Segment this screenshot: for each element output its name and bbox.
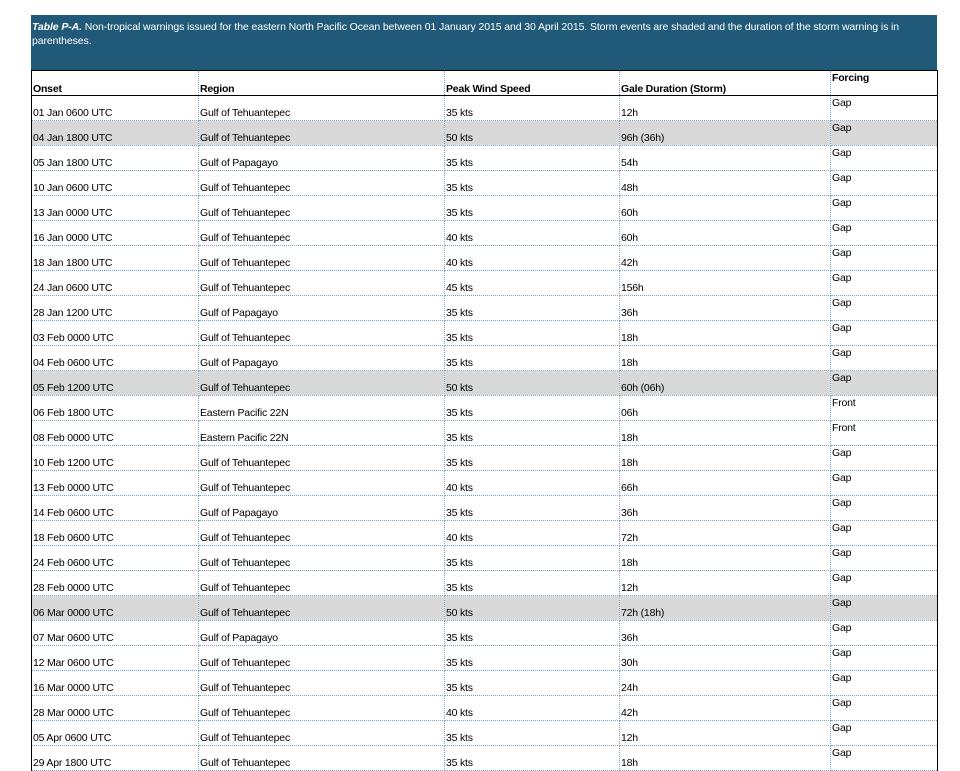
table-row [32, 96, 938, 121]
table-row [32, 171, 938, 196]
column-header-peak-wind-speed: Peak Wind Speed [445, 71, 620, 96]
cell-onset: 12 Mar 0600 UTC [32, 646, 199, 671]
cell-onset: 14 Feb 0600 UTC [32, 496, 199, 521]
cell-peak-wind-speed: 50 kts [445, 596, 620, 621]
table-row [32, 221, 938, 246]
cell-forcing: Gap [831, 246, 938, 271]
cell-forcing: Front [831, 421, 938, 446]
cell-gale-duration: 72h [620, 521, 831, 546]
cell-peak-wind-speed: 35 kts [445, 171, 620, 196]
cell-gale-duration: 18h [620, 446, 831, 471]
cell-forcing: Gap [831, 346, 938, 371]
cell-onset: 16 Jan 0000 UTC [32, 221, 199, 246]
cell-forcing: Gap [831, 96, 938, 121]
column-header-forcing: Forcing [831, 71, 938, 96]
cell-peak-wind-speed: 35 kts [445, 346, 620, 371]
cell-peak-wind-speed: 35 kts [445, 321, 620, 346]
cell-forcing: Gap [831, 696, 938, 721]
cell-region: Gulf of Tehuantepec [199, 696, 445, 721]
cell-forcing: Gap [831, 646, 938, 671]
cell-region: Gulf of Tehuantepec [199, 646, 445, 671]
cell-onset: 08 Feb 0000 UTC [32, 421, 199, 446]
cell-onset: 10 Feb 1200 UTC [32, 446, 199, 471]
cell-region: Gulf of Tehuantepec [199, 221, 445, 246]
cell-peak-wind-speed: 35 kts [445, 621, 620, 646]
table-row [32, 346, 938, 371]
table-row [32, 471, 938, 496]
cell-onset: 18 Feb 0600 UTC [32, 521, 199, 546]
table-row-storm [32, 596, 938, 621]
cell-gale-duration: 12h [620, 571, 831, 596]
cell-forcing: Gap [831, 146, 938, 171]
table-row [32, 296, 938, 321]
cell-onset: 28 Jan 1200 UTC [32, 296, 199, 321]
cell-peak-wind-speed: 40 kts [445, 471, 620, 496]
cell-peak-wind-speed: 40 kts [445, 521, 620, 546]
cell-forcing: Gap [831, 621, 938, 646]
cell-region: Gulf of Tehuantepec [199, 546, 445, 571]
cell-onset: 16 Mar 0000 UTC [32, 671, 199, 696]
cell-forcing: Front [831, 396, 938, 421]
cell-forcing: Gap [831, 671, 938, 696]
cell-peak-wind-speed: 35 kts [445, 421, 620, 446]
cell-gale-duration: 42h [620, 696, 831, 721]
table-body [32, 96, 938, 771]
cell-onset: 29 Apr 1800 UTC [32, 746, 199, 771]
cell-peak-wind-speed: 35 kts [445, 196, 620, 221]
cell-onset: 04 Feb 0600 UTC [32, 346, 199, 371]
cell-forcing: Gap [831, 496, 938, 521]
cell-peak-wind-speed: 50 kts [445, 371, 620, 396]
table-row [32, 696, 938, 721]
table-row [32, 396, 938, 421]
cell-onset: 07 Mar 0600 UTC [32, 621, 199, 646]
cell-peak-wind-speed: 50 kts [445, 121, 620, 146]
header-row [32, 71, 938, 96]
cell-onset: 28 Mar 0000 UTC [32, 696, 199, 721]
cell-gale-duration: 60h [620, 221, 831, 246]
cell-region: Gulf of Papagayo [199, 296, 445, 321]
warnings-table-sheet [31, 15, 937, 771]
table-row-storm [32, 371, 938, 396]
cell-gale-duration: 60h [620, 196, 831, 221]
table-row [32, 621, 938, 646]
cell-gale-duration: 54h [620, 146, 831, 171]
table-caption [31, 15, 937, 70]
column-header-onset: Onset [32, 71, 199, 96]
column-header-region: Region [199, 71, 445, 96]
cell-gale-duration: 06h [620, 396, 831, 421]
table-row [32, 746, 938, 771]
cell-peak-wind-speed: 35 kts [445, 146, 620, 171]
cell-onset: 01 Jan 0600 UTC [32, 96, 199, 121]
cell-gale-duration: 36h [620, 496, 831, 521]
table-row [32, 321, 938, 346]
cell-gale-duration: 36h [620, 621, 831, 646]
table-row [32, 446, 938, 471]
table-row-storm [32, 121, 938, 146]
cell-peak-wind-speed: 45 kts [445, 271, 620, 296]
cell-region: Gulf of Papagayo [199, 346, 445, 371]
cell-gale-duration: 96h (36h) [620, 121, 831, 146]
cell-onset: 13 Feb 0000 UTC [32, 471, 199, 496]
cell-onset: 24 Jan 0600 UTC [32, 271, 199, 296]
cell-region: Gulf of Tehuantepec [199, 596, 445, 621]
cell-forcing: Gap [831, 546, 938, 571]
cell-forcing: Gap [831, 221, 938, 246]
table-row [32, 521, 938, 546]
cell-peak-wind-speed: 40 kts [445, 696, 620, 721]
cell-region: Gulf of Tehuantepec [199, 521, 445, 546]
cell-forcing: Gap [831, 471, 938, 496]
cell-peak-wind-speed: 40 kts [445, 221, 620, 246]
cell-onset: 18 Jan 1800 UTC [32, 246, 199, 271]
cell-peak-wind-speed: 35 kts [445, 721, 620, 746]
table-row [32, 721, 938, 746]
cell-gale-duration: 18h [620, 421, 831, 446]
cell-gale-duration: 30h [620, 646, 831, 671]
cell-region: Gulf of Tehuantepec [199, 571, 445, 596]
cell-region: Gulf of Tehuantepec [199, 446, 445, 471]
cell-peak-wind-speed: 35 kts [445, 446, 620, 471]
cell-peak-wind-speed: 35 kts [445, 671, 620, 696]
cell-region: Gulf of Tehuantepec [199, 471, 445, 496]
cell-region: Eastern Pacific 22N [199, 396, 445, 421]
cell-gale-duration: 36h [620, 296, 831, 321]
cell-peak-wind-speed: 35 kts [445, 646, 620, 671]
cell-forcing: Gap [831, 371, 938, 396]
cell-region: Gulf of Tehuantepec [199, 196, 445, 221]
cell-gale-duration: 18h [620, 346, 831, 371]
warnings-table [31, 70, 938, 771]
cell-region: Gulf of Tehuantepec [199, 171, 445, 196]
cell-region: Gulf of Tehuantepec [199, 321, 445, 346]
cell-peak-wind-speed: 35 kts [445, 396, 620, 421]
cell-region: Gulf of Tehuantepec [199, 271, 445, 296]
cell-onset: 05 Feb 1200 UTC [32, 371, 199, 396]
table-row [32, 496, 938, 521]
cell-forcing: Gap [831, 721, 938, 746]
cell-region: Gulf of Tehuantepec [199, 721, 445, 746]
cell-region: Gulf of Papagayo [199, 146, 445, 171]
cell-onset: 13 Jan 0000 UTC [32, 196, 199, 221]
cell-gale-duration: 72h (18h) [620, 596, 831, 621]
cell-region: Gulf of Tehuantepec [199, 121, 445, 146]
cell-peak-wind-speed: 35 kts [445, 96, 620, 121]
cell-onset: 06 Feb 1800 UTC [32, 396, 199, 421]
cell-forcing: Gap [831, 746, 938, 771]
cell-onset: 04 Jan 1800 UTC [32, 121, 199, 146]
cell-region: Eastern Pacific 22N [199, 421, 445, 446]
table-row [32, 421, 938, 446]
table-row [32, 271, 938, 296]
cell-forcing: Gap [831, 196, 938, 221]
cell-gale-duration: 42h [620, 246, 831, 271]
cell-forcing: Gap [831, 271, 938, 296]
cell-region: Gulf of Papagayo [199, 496, 445, 521]
cell-onset: 28 Feb 0000 UTC [32, 571, 199, 596]
cell-gale-duration: 18h [620, 546, 831, 571]
table-row [32, 196, 938, 221]
table-row [32, 546, 938, 571]
cell-region: Gulf of Tehuantepec [199, 246, 445, 271]
cell-peak-wind-speed: 35 kts [445, 746, 620, 771]
cell-peak-wind-speed: 35 kts [445, 571, 620, 596]
cell-gale-duration: 66h [620, 471, 831, 496]
cell-forcing: Gap [831, 171, 938, 196]
cell-gale-duration: 156h [620, 271, 831, 296]
table-row [32, 571, 938, 596]
cell-onset: 24 Feb 0600 UTC [32, 546, 199, 571]
cell-gale-duration: 12h [620, 96, 831, 121]
cell-onset: 10 Jan 0600 UTC [32, 171, 199, 196]
cell-forcing: Gap [831, 321, 938, 346]
cell-forcing: Gap [831, 121, 938, 146]
cell-peak-wind-speed: 35 kts [445, 296, 620, 321]
cell-region: Gulf of Tehuantepec [199, 96, 445, 121]
cell-gale-duration: 24h [620, 671, 831, 696]
table-caption-text: Non-tropical warnings issued for the eastern North Pacific Ocean between 01 January 2015 and 30 April 2015. Storm events are shaded and the duration of the storm warning is in parentheses. [32, 21, 900, 47]
table-caption-lead: Table P-A. [32, 21, 82, 33]
cell-region: Gulf of Tehuantepec [199, 371, 445, 396]
cell-region: Gulf of Tehuantepec [199, 746, 445, 771]
table-row [32, 246, 938, 271]
table-header [32, 71, 938, 96]
cell-peak-wind-speed: 40 kts [445, 246, 620, 271]
cell-onset: 03 Feb 0000 UTC [32, 321, 199, 346]
cell-gale-duration: 48h [620, 171, 831, 196]
table-row [32, 671, 938, 696]
cell-forcing: Gap [831, 596, 938, 621]
cell-forcing: Gap [831, 296, 938, 321]
cell-region: Gulf of Tehuantepec [199, 671, 445, 696]
cell-gale-duration: 18h [620, 746, 831, 771]
cell-onset: 05 Jan 1800 UTC [32, 146, 199, 171]
cell-forcing: Gap [831, 571, 938, 596]
cell-peak-wind-speed: 35 kts [445, 546, 620, 571]
column-header-gale-duration: Gale Duration (Storm) [620, 71, 831, 96]
cell-onset: 05 Apr 0600 UTC [32, 721, 199, 746]
cell-forcing: Gap [831, 521, 938, 546]
cell-region: Gulf of Papagayo [199, 621, 445, 646]
cell-forcing: Gap [831, 446, 938, 471]
cell-gale-duration: 12h [620, 721, 831, 746]
table-row [32, 146, 938, 171]
cell-gale-duration: 18h [620, 321, 831, 346]
cell-gale-duration: 60h (06h) [620, 371, 831, 396]
cell-peak-wind-speed: 35 kts [445, 496, 620, 521]
table-row [32, 646, 938, 671]
cell-onset: 06 Mar 0000 UTC [32, 596, 199, 621]
